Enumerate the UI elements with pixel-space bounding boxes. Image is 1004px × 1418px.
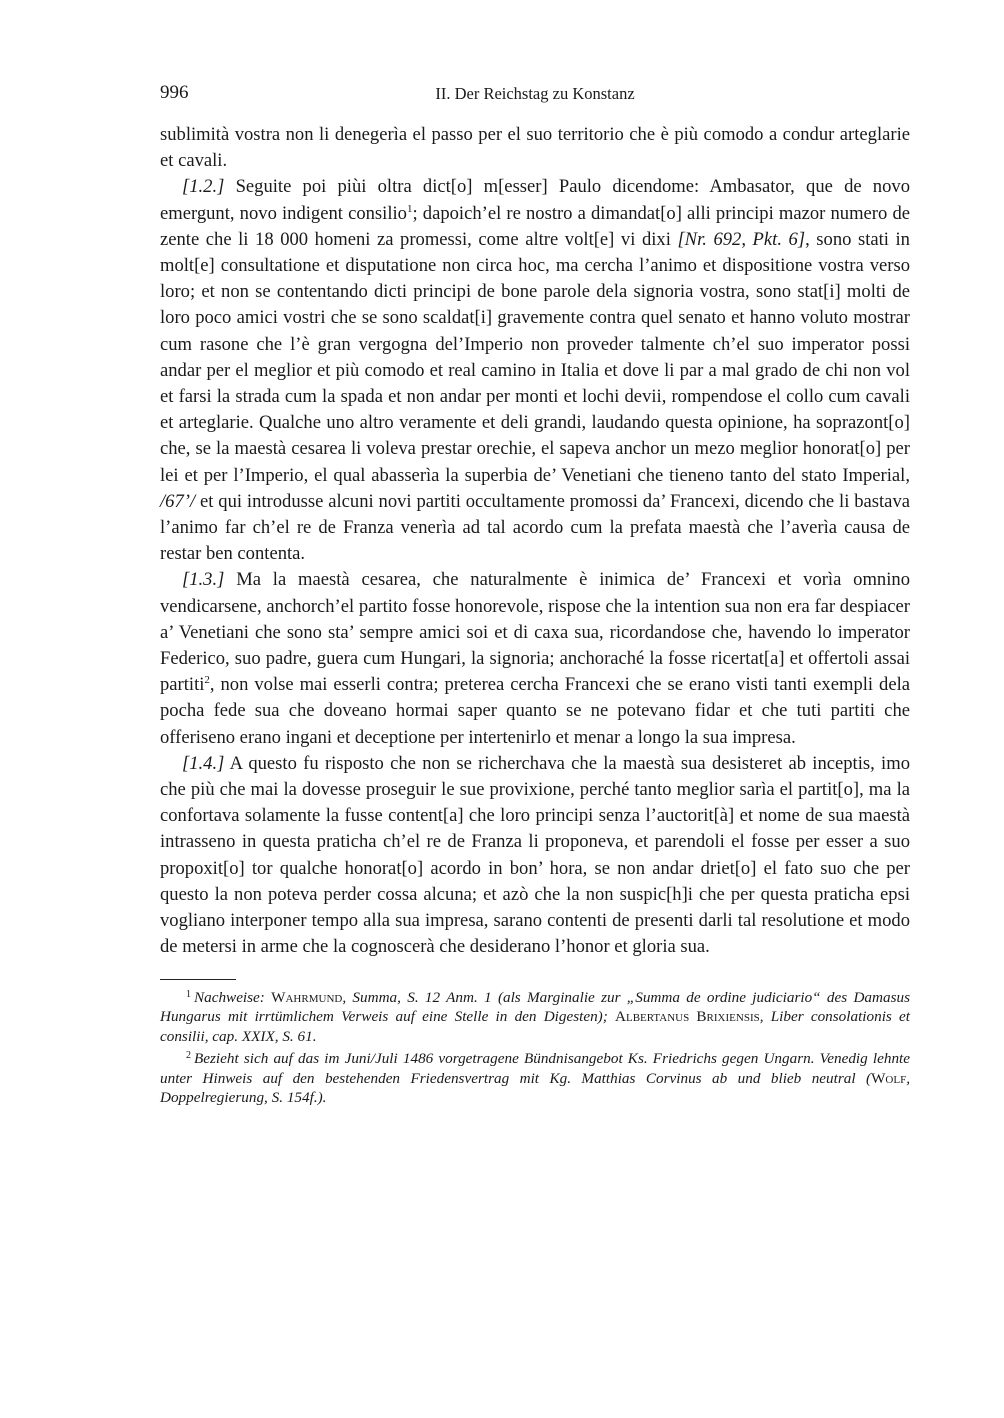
running-title: II. Der Reichstag zu Konstanz xyxy=(435,84,635,103)
footnote-text: , Liber consolationis et consilii, cap. XXIX, S. 61. xyxy=(160,1008,911,1045)
paragraph-text: sublimità vostra non li denegerìa el passo per el suo territorio che è più comodo a condur arteglarie et cavali. xyxy=(160,124,910,172)
paragraph-text: et qui introdusse alcuni novi partiti occultamente promossi da’ Francexi, dicendo che li bastava l’animo far ch’el re de Franza venerìa ad tal acordo cum la prefata maestà che l’averìa causa de restar ben contenta. xyxy=(160,490,910,565)
footnote-ref-2[interactable]: 2 xyxy=(204,674,210,687)
cross-reference: [Nr. 692, Pkt. 6] xyxy=(677,228,806,250)
footnotes xyxy=(160,988,910,1108)
footnote-mark: 2 xyxy=(186,1050,191,1061)
footnote-1 xyxy=(160,988,910,1047)
section-number: [1.4.] xyxy=(182,752,225,774)
paragraph-1-2 xyxy=(160,174,910,567)
folio-marker: /67’/ xyxy=(160,490,196,512)
footnote-text: Bezieht sich auf das im Juni/Juli 1486 vorgetragene Bündnisangebot Ks. Friedrichs gegen Ungarn. Venedig lehnte unter Hinweis auf den bestehenden Friedensvertrag mit Kg. Matthias Corvinus ab und blieb neutral ( xyxy=(160,1050,910,1087)
footnote-2 xyxy=(160,1049,910,1108)
paragraph-text: A questo fu risposto che non se richerchava che la maestà sua desisteret ab inceptis, imo che più che mai la dovesse proseguir le sue provixione, perché tanto meglior sarìa el partit[o], ma la confortava solamente la fusse content[a] che loro principi senza l’auctorit[à] et nome de sua maestà intrasseno in questa praticha ch’el re de Franza li proponeva, et parendoli el fosse per esser a suo propoxit[o] tor qualche honorat[o] acordo in bon’ hora, se non andar driet[o] el fato suo che per questo la non poteva perder cossa alcuna; et azò che la non suspic[h]i che per questa praticha epsi vogliano interponer tempo alla sua impresa, sarano contenti de presenti darli tal resolutione et modo de metersi in arme che la cognoscerà che desiderano l’honor et gloria sua. xyxy=(160,752,910,958)
section-number: [1.2.] xyxy=(182,176,225,198)
footnote-ref-1[interactable]: 1 xyxy=(406,202,413,215)
paragraph-text: Seguite poi piùi oltra dict[o] m[esser] Paulo dicendome: Ambasator, que de novo emergunt, novo indigent consilio xyxy=(160,176,910,224)
section-number: [1.3.] xyxy=(182,569,225,591)
paragraph-1-4 xyxy=(160,751,910,961)
author-name: Wolf xyxy=(871,1069,907,1087)
footnote-text: , Doppelregierung, S. 154f.). xyxy=(160,1069,910,1106)
author-name: Wahrmund xyxy=(271,988,343,1006)
paragraph-text: , non volse mai esserli contra; preterea cercha Francexi che se erano visti tanti exempli dela pocha fede sua che doveano hormai saper quanto se ne potevano fidar et che tuti partiti che offeriseno erano ingani et deceptione per intertenirlo et menar a longo la sua impresa. xyxy=(160,674,910,748)
page-number: 996 xyxy=(160,82,189,103)
footnote-text: , Summa, S. 12 Anm. 1 (als Marginalie zur „Summa de ordine judiciario“ des Damasus Hungarus mit irrtümlichem Verweis auf eine Stelle in den Digesten); xyxy=(160,988,910,1025)
footnote-divider xyxy=(160,979,236,980)
paragraph-text: Ma la maestà cesarea, che naturalmente è inimica de’ Francexi et vorìa omnino vendicarsene, anchorch’el partito fosse honorevole, rispose che la intention sua non era far despiacer a’ Venetiani che sono sta’ sempre amici soi et di caxa sua, ricordandose che, havendo lo imperator Federico, suo padre, guera cum Hungari, la signoria; anchoraché la fosse ricertat[a] et offertoli assai partiti xyxy=(160,569,910,696)
paragraph-text: ; dapoich’el re nostro a dimandat[o] alli principi mazor numero de zente che li 18 000 homeni za promessi, come altre volt[e] vi dixi xyxy=(160,202,910,250)
main-text xyxy=(160,122,910,961)
footnote-text: Nachweise: xyxy=(194,988,272,1006)
page-header xyxy=(160,82,910,110)
paragraph-continuation xyxy=(160,122,910,174)
footnote-mark: 1 xyxy=(186,988,191,1000)
document-page xyxy=(160,82,910,1111)
paragraph-1-3 xyxy=(160,567,910,750)
paragraph-text: , sono stati in molt[e] consultatione et disputatione non circa hoc, ma cercha l’animo et dispositione vostra verso loro; et non se contentando dicti principi de bone parole dela signoria vostra, sono stat[i] molti de loro poco amici vostri che se sono scaldat[i] gravemente contra quel senato et hanno voluto mostrar cum rasone che l’è gran vergogna del’Imperio non proveder talmente ch’el suo imperator possi andar per el meglior et più comodo et real camino in Italia et dove li par a mal grado de chi non vol et farsi la strada cum la spada et non andar per monti et lochi devii, rompendose el collo cum cavali et arteglarie. Qualche uno altro veramente et deli grandi, laudando questa opinione, ha soprazont[o] che, se la maestà cesarea li voleva prestar orechie, el sapeva anchor un mezo meglior honorat[o] per lei et per l’Imperio, el qual abasserìa la superbia de’ Venetiani che tieneno tanto del stato Imperial, xyxy=(160,228,910,486)
author-name: Albertanus Brixiensis xyxy=(615,1008,760,1025)
